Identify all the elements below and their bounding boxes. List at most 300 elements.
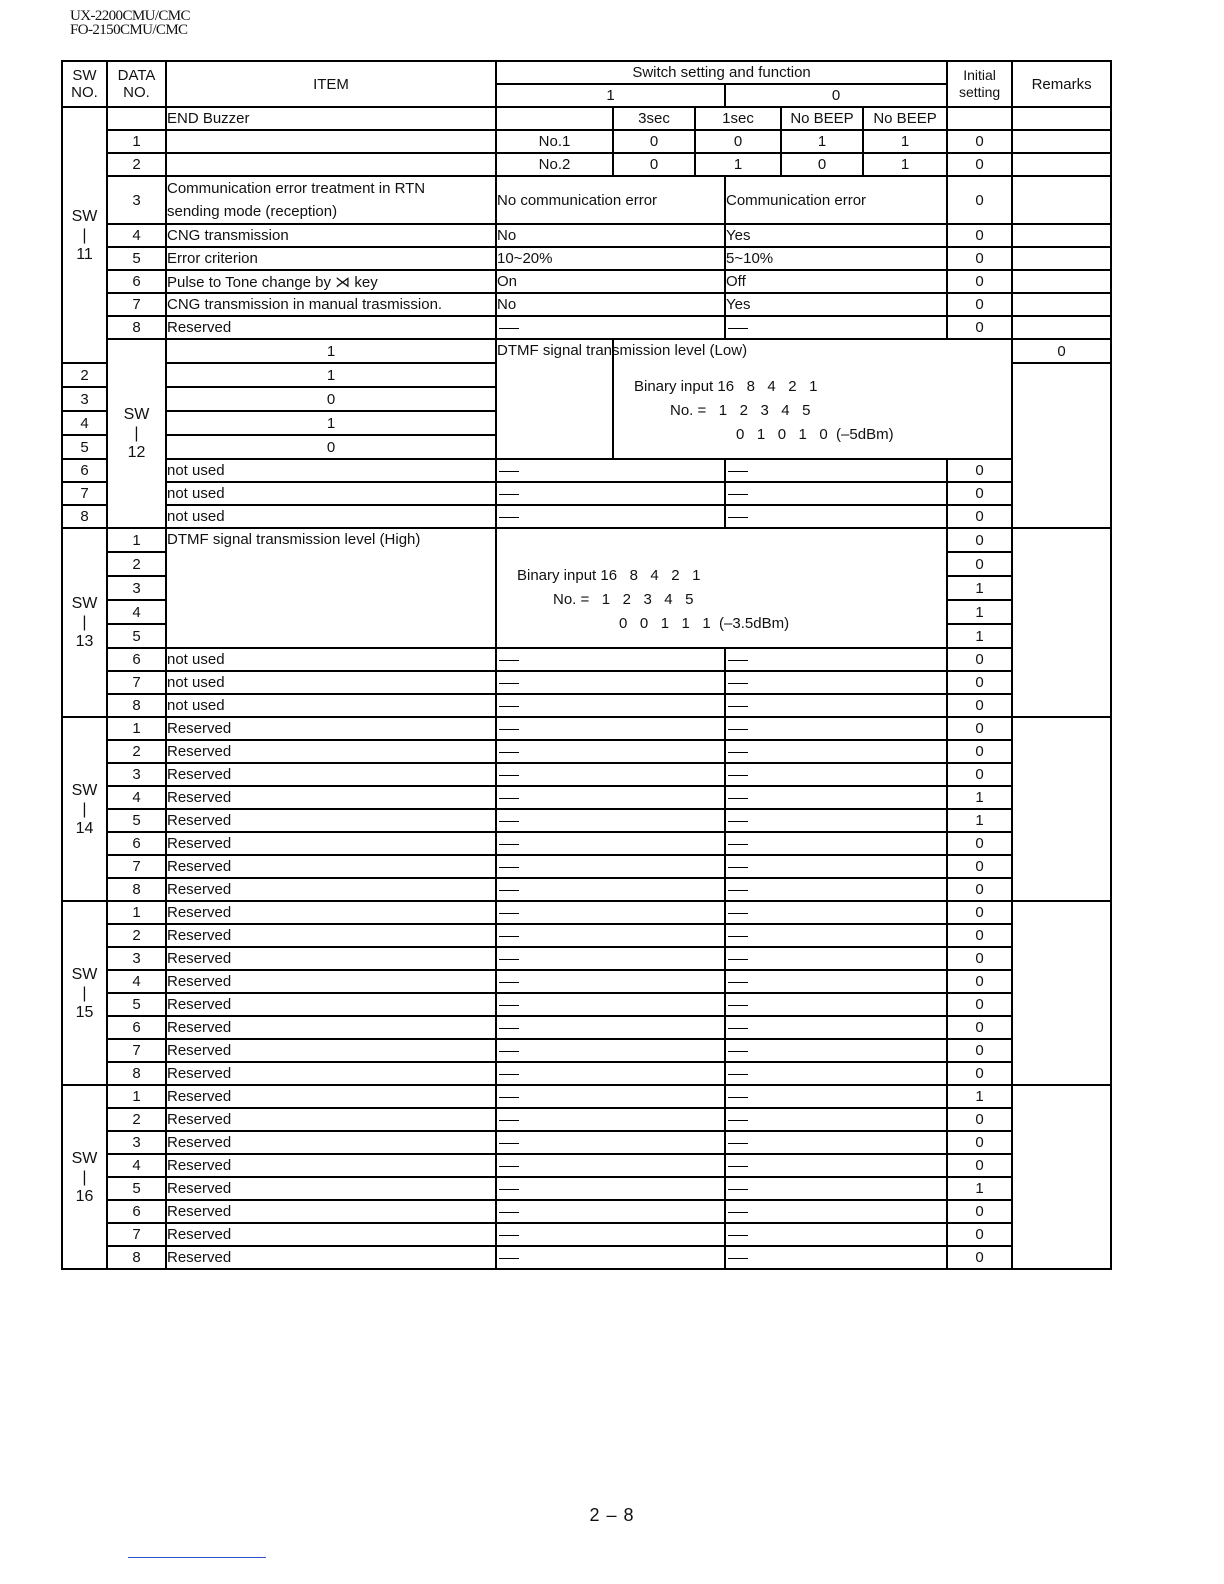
dash-mark — [499, 1120, 519, 1121]
sw16-row — [62, 1246, 1111, 1269]
setting-0-value: Communication error — [725, 176, 947, 224]
item-label: Communication error treatment in RTN sending mode (reception) — [166, 176, 496, 224]
item-blank — [166, 130, 496, 153]
setting-1-value — [496, 763, 725, 786]
setting-0-value — [725, 1223, 947, 1246]
sw11-row — [62, 224, 1111, 247]
initial-value: 0 — [947, 993, 1012, 1016]
setting-0-value — [725, 901, 947, 924]
initial-value: 0 — [166, 435, 496, 459]
setting-1-value — [496, 1108, 725, 1131]
dash-mark — [499, 706, 519, 707]
initial-value: 0 — [947, 740, 1012, 763]
remarks-cell — [1012, 107, 1111, 130]
dash-mark — [728, 1028, 748, 1029]
dash-mark — [499, 913, 519, 914]
initial-value: 0 — [947, 176, 1012, 224]
setting-0-value — [725, 786, 947, 809]
sw14-row — [62, 763, 1111, 786]
setting-1-value: On — [496, 270, 725, 293]
item-label: CNG transmission in manual trasmission. — [166, 293, 496, 316]
item-label: Reserved — [166, 1223, 496, 1246]
dash-mark — [499, 1189, 519, 1190]
data-no-cell: 3 — [107, 947, 166, 970]
setting-1-value — [496, 671, 725, 694]
dash-mark — [499, 517, 519, 518]
data-no-cell: 7 — [107, 293, 166, 316]
setting-0-value — [725, 1200, 947, 1223]
dash-mark — [499, 1258, 519, 1259]
setting-0-value — [725, 970, 947, 993]
data-no-cell: 1 — [107, 901, 166, 924]
sw11-buzzer-header-row — [62, 107, 1111, 130]
dash-mark — [499, 660, 519, 661]
buzzer-option-header: No BEEP — [781, 107, 863, 130]
initial-value: 0 — [947, 1154, 1012, 1177]
binary-line: Binary input 16 8 4 2 1 — [634, 378, 818, 395]
data-no-cell: 5 — [107, 624, 166, 648]
data-no-cell: 2 — [62, 363, 107, 387]
sw11-row — [62, 247, 1111, 270]
sw12-row — [62, 482, 1111, 505]
buzzer-value: 0 — [613, 153, 695, 176]
footer-rule — [128, 1557, 266, 1558]
item-label: Reserved — [166, 947, 496, 970]
data-no-cell: 4 — [107, 600, 166, 624]
setting-0-value — [725, 694, 947, 717]
switch-settings-table — [61, 60, 1112, 1270]
sw-no-header: SW NO. — [62, 61, 107, 107]
item-header: ITEM — [166, 61, 496, 107]
item-label: DTMF signal transmission level (Low) — [496, 339, 613, 459]
initial-value: 0 — [947, 1108, 1012, 1131]
sw16-row — [62, 1200, 1111, 1223]
model-header — [70, 9, 190, 37]
sw15-row — [62, 901, 1111, 924]
setting-1-value: 10~20% — [496, 247, 725, 270]
buzzer-option-header: 1sec — [695, 107, 781, 130]
buzzer-value: 1 — [863, 153, 947, 176]
remarks-cell — [1012, 717, 1111, 901]
item-label: Reserved — [166, 786, 496, 809]
binary-line: No. = 1 2 3 4 5 — [670, 402, 811, 419]
dash-mark — [728, 1005, 748, 1006]
initial-value: 1 — [947, 600, 1012, 624]
sw-label: SW | 11 — [62, 107, 107, 363]
setting-0-value — [725, 878, 947, 901]
item-label: Reserved — [166, 1200, 496, 1223]
buzzer-option-header: No BEEP — [863, 107, 947, 130]
remarks-cell — [1012, 224, 1111, 247]
setting-0-value: Yes — [725, 224, 947, 247]
setting-1-value: No communication error — [496, 176, 725, 224]
initial-value: 0 — [947, 270, 1012, 293]
sw-label: SW | 14 — [62, 717, 107, 901]
data-no-cell — [107, 107, 166, 130]
dash-mark — [499, 1143, 519, 1144]
dash-mark — [728, 867, 748, 868]
buzzer-blank — [496, 107, 613, 130]
initial-value: 0 — [947, 552, 1012, 576]
sw13-row — [62, 671, 1111, 694]
item-label: Reserved — [166, 901, 496, 924]
binary-line: Binary input 16 8 4 2 1 — [517, 567, 701, 584]
initial-value: 0 — [947, 901, 1012, 924]
initial-blank — [947, 107, 1012, 130]
sw15-row — [62, 993, 1111, 1016]
initial-value: 0 — [166, 387, 496, 411]
data-no-cell: 8 — [62, 505, 107, 528]
sw12-row — [62, 505, 1111, 528]
data-no-cell: 5 — [62, 435, 107, 459]
setting-0-value — [725, 1016, 947, 1039]
initial-value: 0 — [1012, 339, 1111, 363]
data-no-cell: 1 — [107, 717, 166, 740]
dash-mark — [728, 1235, 748, 1236]
dash-mark — [499, 798, 519, 799]
page-number: 2 – 8 — [589, 1505, 635, 1525]
dash-mark — [499, 936, 519, 937]
setting-0-value — [725, 316, 947, 339]
initial-value: 1 — [947, 624, 1012, 648]
sw14-row — [62, 809, 1111, 832]
setting-0-value — [725, 763, 947, 786]
setting-1-value — [496, 947, 725, 970]
initial-value: 0 — [947, 1131, 1012, 1154]
data-no-cell: 1 — [107, 130, 166, 153]
dash-mark — [499, 1074, 519, 1075]
dash-mark — [728, 494, 748, 495]
setting-0-value — [725, 740, 947, 763]
setting-0-value: Yes — [725, 293, 947, 316]
setting-0-value — [725, 809, 947, 832]
dash-mark — [499, 328, 519, 329]
remarks-cell — [1012, 293, 1111, 316]
sw15-row — [62, 1039, 1111, 1062]
dash-mark — [728, 1166, 748, 1167]
dash-mark — [499, 471, 519, 472]
binary-block — [614, 351, 1011, 447]
data-no-cell: 1 — [107, 528, 166, 552]
buzzer-value: 1 — [695, 153, 781, 176]
dash-mark — [728, 752, 748, 753]
sw-label: SW | 13 — [62, 528, 107, 717]
data-no-cell: 7 — [107, 1223, 166, 1246]
data-no-cell: 2 — [107, 924, 166, 947]
remarks-cell — [1012, 528, 1111, 717]
initial-value: 0 — [947, 459, 1012, 482]
switch-setting-header: Switch setting and function — [496, 61, 947, 84]
data-no-cell: 6 — [62, 459, 107, 482]
buzzer-switch-name: No.1 — [496, 130, 613, 153]
initial-value: 0 — [947, 528, 1012, 552]
sw12-binary-row — [62, 339, 1111, 363]
item-label: Reserved — [166, 1131, 496, 1154]
data-no-cell: 6 — [107, 270, 166, 293]
setting-1-value — [496, 1154, 725, 1177]
dash-mark — [499, 1097, 519, 1098]
dash-mark — [499, 775, 519, 776]
item-label: Reserved — [166, 1246, 496, 1269]
data-no-cell: 2 — [107, 740, 166, 763]
initial-value: 1 — [947, 786, 1012, 809]
binary-line: 0 1 0 1 0 (–5dBm) — [736, 426, 894, 443]
dash-mark — [728, 1074, 748, 1075]
binary-block — [497, 540, 946, 636]
dash-mark — [728, 1143, 748, 1144]
sw15-row — [62, 947, 1111, 970]
data-no-cell: 3 — [107, 763, 166, 786]
item-label: Reserved — [166, 924, 496, 947]
initial-value: 0 — [947, 648, 1012, 671]
sw-label: SW | 12 — [107, 339, 166, 528]
data-no-cell: 8 — [107, 316, 166, 339]
data-no-cell: 1 — [107, 1085, 166, 1108]
item-label: Reserved — [166, 1177, 496, 1200]
initial-setting-header: Initial setting — [947, 61, 1012, 107]
sw-label: SW | 16 — [62, 1085, 107, 1269]
dash-mark — [499, 1212, 519, 1213]
item-label: not used — [166, 694, 496, 717]
setting-0-value — [725, 1085, 947, 1108]
dash-mark — [499, 1005, 519, 1006]
setting-0-value — [725, 1154, 947, 1177]
dash-mark — [728, 1212, 748, 1213]
item-label: Reserved — [166, 878, 496, 901]
setting-0-value — [725, 1039, 947, 1062]
setting-1-value — [496, 924, 725, 947]
sw16-row — [62, 1085, 1111, 1108]
data-no-header: DATA NO. — [107, 61, 166, 107]
dash-mark — [728, 706, 748, 707]
data-no-cell: 4 — [107, 224, 166, 247]
setting-0-value — [725, 1177, 947, 1200]
data-no-cell: 6 — [107, 1016, 166, 1039]
item-label: Reserved — [166, 1016, 496, 1039]
remarks-cell — [1012, 270, 1111, 293]
remarks-cell — [1012, 247, 1111, 270]
data-no-cell: 5 — [107, 247, 166, 270]
data-no-cell: 2 — [107, 153, 166, 176]
item-label: DTMF signal transmission level (High) — [166, 528, 496, 648]
dash-mark — [728, 821, 748, 822]
data-no-cell: 4 — [62, 411, 107, 435]
initial-value: 1 — [166, 411, 496, 435]
setting-1-header: 1 — [496, 84, 725, 107]
setting-0-value — [725, 1062, 947, 1085]
sw14-row — [62, 740, 1111, 763]
initial-value: 0 — [947, 1039, 1012, 1062]
sw16-row — [62, 1177, 1111, 1200]
dash-mark — [728, 959, 748, 960]
sw13-row — [62, 648, 1111, 671]
dash-mark — [499, 729, 519, 730]
dash-mark — [499, 890, 519, 891]
dash-mark — [499, 494, 519, 495]
setting-0-value — [725, 648, 947, 671]
data-no-cell: 6 — [107, 648, 166, 671]
setting-1-value — [496, 482, 725, 505]
initial-value: 0 — [947, 694, 1012, 717]
setting-1-value — [496, 316, 725, 339]
remarks-cell — [1012, 130, 1111, 153]
item-label: Reserved — [166, 1108, 496, 1131]
data-no-cell: 3 — [62, 387, 107, 411]
dash-mark — [728, 844, 748, 845]
remarks-header: Remarks — [1012, 61, 1111, 107]
item-label: Reserved — [166, 717, 496, 740]
dash-mark — [728, 1258, 748, 1259]
item-label: Reserved — [166, 316, 496, 339]
initial-value: 0 — [947, 247, 1012, 270]
initial-value: 1 — [947, 1177, 1012, 1200]
dash-mark — [499, 867, 519, 868]
initial-value: 0 — [947, 1016, 1012, 1039]
sw15-row — [62, 970, 1111, 993]
dash-mark — [499, 752, 519, 753]
dash-mark — [728, 982, 748, 983]
setting-0-value — [725, 1246, 947, 1269]
item-label: Reserved — [166, 832, 496, 855]
sw11-buzzer-row — [62, 153, 1111, 176]
data-no-cell: 3 — [107, 1131, 166, 1154]
buzzer-value: 0 — [695, 130, 781, 153]
remarks-cell — [1012, 153, 1111, 176]
dash-mark — [728, 1051, 748, 1052]
setting-1-value — [496, 878, 725, 901]
data-no-cell: 8 — [107, 1062, 166, 1085]
remarks-cell — [1012, 1085, 1111, 1269]
initial-value: 0 — [947, 763, 1012, 786]
setting-0-value — [725, 671, 947, 694]
setting-1-value — [496, 1177, 725, 1200]
buzzer-value: 1 — [863, 130, 947, 153]
dash-mark — [499, 982, 519, 983]
setting-0-value — [725, 1108, 947, 1131]
dash-mark — [728, 729, 748, 730]
item-label: Pulse to Tone change by ⋊ key — [166, 270, 496, 293]
setting-0-header: 0 — [725, 84, 947, 107]
sw14-row — [62, 786, 1111, 809]
sw-label: SW | 15 — [62, 901, 107, 1085]
initial-value: 1 — [947, 576, 1012, 600]
setting-1-value — [496, 855, 725, 878]
data-no-cell: 8 — [107, 694, 166, 717]
sw12-row — [62, 459, 1111, 482]
setting-0-value — [725, 832, 947, 855]
initial-value: 0 — [947, 1200, 1012, 1223]
setting-1-value — [496, 694, 725, 717]
sw14-row — [62, 855, 1111, 878]
setting-1-value — [496, 505, 725, 528]
binary-input-table — [496, 528, 947, 648]
dash-mark — [728, 660, 748, 661]
setting-1-value — [496, 901, 725, 924]
setting-1-value — [496, 1246, 725, 1269]
setting-0-value: 5~10% — [725, 247, 947, 270]
initial-value: 0 — [947, 671, 1012, 694]
initial-value: 0 — [947, 970, 1012, 993]
dash-mark — [728, 471, 748, 472]
sw11-row — [62, 293, 1111, 316]
setting-1-value — [496, 740, 725, 763]
setting-1-value — [496, 786, 725, 809]
dash-mark — [499, 683, 519, 684]
sw13-binary-row — [62, 528, 1111, 552]
data-no-cell: 5 — [107, 1177, 166, 1200]
dash-mark — [728, 328, 748, 329]
dash-mark — [728, 890, 748, 891]
item-label: END Buzzer — [166, 107, 496, 130]
data-no-cell: 8 — [107, 878, 166, 901]
initial-value: 0 — [947, 316, 1012, 339]
data-no-cell: 2 — [107, 552, 166, 576]
setting-1-value: No — [496, 224, 725, 247]
remarks-cell — [1012, 316, 1111, 339]
item-label: Reserved — [166, 740, 496, 763]
item-label: not used — [166, 482, 496, 505]
sw14-row — [62, 717, 1111, 740]
dash-mark — [728, 775, 748, 776]
setting-0-value — [725, 924, 947, 947]
data-no-cell: 1 — [166, 339, 496, 363]
dash-mark — [728, 1189, 748, 1190]
dash-mark — [499, 844, 519, 845]
sw15-row — [62, 1016, 1111, 1039]
setting-0-value — [725, 1131, 947, 1154]
setting-0-value — [725, 482, 947, 505]
data-no-cell: 5 — [107, 993, 166, 1016]
initial-value: 0 — [947, 482, 1012, 505]
dash-mark — [728, 913, 748, 914]
data-no-cell: 2 — [107, 1108, 166, 1131]
data-no-cell: 3 — [107, 176, 166, 224]
item-label: Reserved — [166, 809, 496, 832]
buzzer-value: 0 — [613, 130, 695, 153]
data-no-cell: 7 — [62, 482, 107, 505]
data-no-cell: 4 — [107, 970, 166, 993]
initial-value: 0 — [947, 924, 1012, 947]
sw15-row — [62, 924, 1111, 947]
setting-1-value — [496, 970, 725, 993]
setting-1-value — [496, 1131, 725, 1154]
setting-1-value — [496, 1200, 725, 1223]
data-no-cell: 7 — [107, 671, 166, 694]
initial-value: 0 — [947, 1062, 1012, 1085]
setting-1-value — [496, 809, 725, 832]
setting-0-value — [725, 855, 947, 878]
dash-mark — [499, 1235, 519, 1236]
data-no-cell: 4 — [107, 786, 166, 809]
initial-value: 1 — [947, 1085, 1012, 1108]
buzzer-option-header: 3sec — [613, 107, 695, 130]
sw14-row — [62, 832, 1111, 855]
setting-0-value — [725, 993, 947, 1016]
item-label: Reserved — [166, 970, 496, 993]
setting-1-value — [496, 1062, 725, 1085]
item-label: Reserved — [166, 1085, 496, 1108]
item-label: Reserved — [166, 993, 496, 1016]
model-name-1: UX-2200CMU/CMC — [70, 8, 190, 24]
initial-value: 0 — [947, 717, 1012, 740]
binary-line: No. = 1 2 3 4 5 — [553, 591, 694, 608]
item-label: Reserved — [166, 855, 496, 878]
item-label: Error criterion — [166, 247, 496, 270]
setting-1-value — [496, 1016, 725, 1039]
initial-value: 0 — [947, 130, 1012, 153]
dash-mark — [728, 683, 748, 684]
dash-mark — [728, 936, 748, 937]
